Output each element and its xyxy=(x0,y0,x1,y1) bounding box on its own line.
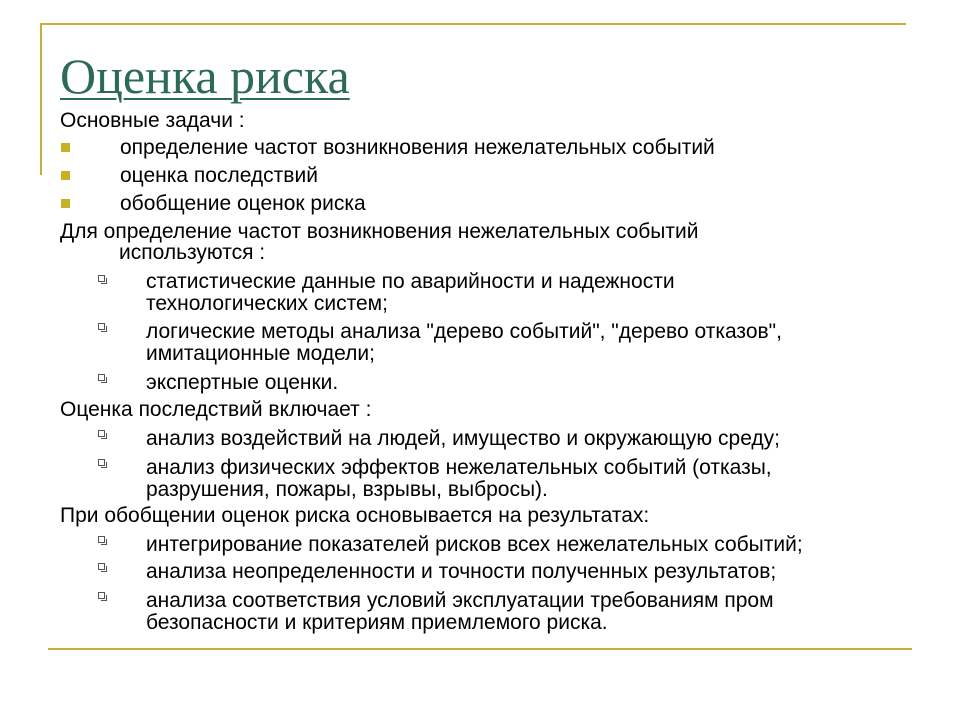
frequency-heading: Для определение частот возникновения нежелательных событий xyxy=(60,220,699,243)
generalization-item-cont: безопасности и критериям приемлемого риска. xyxy=(146,611,608,634)
hollow-square-bullet-icon xyxy=(98,459,105,466)
consequences-heading: Оценка последствий включает : xyxy=(60,398,372,421)
hollow-square-bullet-icon xyxy=(98,430,105,437)
hollow-square-bullet-icon xyxy=(98,536,105,543)
top-divider xyxy=(40,23,906,25)
hollow-square-bullet-icon xyxy=(98,374,105,381)
main-task-item: оценка последствий xyxy=(120,164,318,187)
frequency-item: логические методы анализа "дерево событий", "дерево отказов", xyxy=(146,320,782,343)
frequency-item-cont: имитационные модели; xyxy=(146,342,375,365)
main-tasks-heading: Основные задачи : xyxy=(60,109,245,132)
generalization-item: анализа неопределенности и точности полученных результатов; xyxy=(146,560,777,583)
bottom-divider xyxy=(48,648,912,650)
square-bullet-icon xyxy=(61,143,70,152)
frequency-item: экспертные оценки. xyxy=(146,371,339,394)
generalization-heading: При обобщении оценок риска основывается на результатах: xyxy=(60,504,650,527)
hollow-square-bullet-icon xyxy=(98,275,105,282)
consequences-item: анализ физических эффектов нежелательных событий (отказы, xyxy=(146,456,772,479)
hollow-square-bullet-icon xyxy=(98,563,105,570)
square-bullet-icon xyxy=(61,199,70,208)
square-bullet-icon xyxy=(61,171,70,180)
consequences-item-cont: разрушения, пожары, взрывы, выбросы). xyxy=(146,478,548,501)
frequency-item: статистические данные по аварийности и надежности xyxy=(146,270,675,293)
left-divider xyxy=(40,23,42,175)
main-task-item: обобщение оценок риска xyxy=(120,192,366,215)
hollow-square-bullet-icon xyxy=(98,592,105,599)
hollow-square-bullet-icon xyxy=(98,323,105,330)
frequency-item-cont: технологических систем; xyxy=(146,292,388,315)
generalization-item: анализа соответствия условий эксплуатации требованиям пром xyxy=(146,589,774,612)
frequency-heading-cont: используются : xyxy=(119,241,266,264)
generalization-item: интегрирование показателей рисков всех нежелательных событий; xyxy=(146,533,803,556)
main-task-item: определение частот возникновения нежелательных событий xyxy=(120,136,715,159)
slide-title: Оценка риска xyxy=(60,48,350,104)
consequences-item: анализ воздействий на людей, имущество и окружающую среду; xyxy=(146,427,780,450)
